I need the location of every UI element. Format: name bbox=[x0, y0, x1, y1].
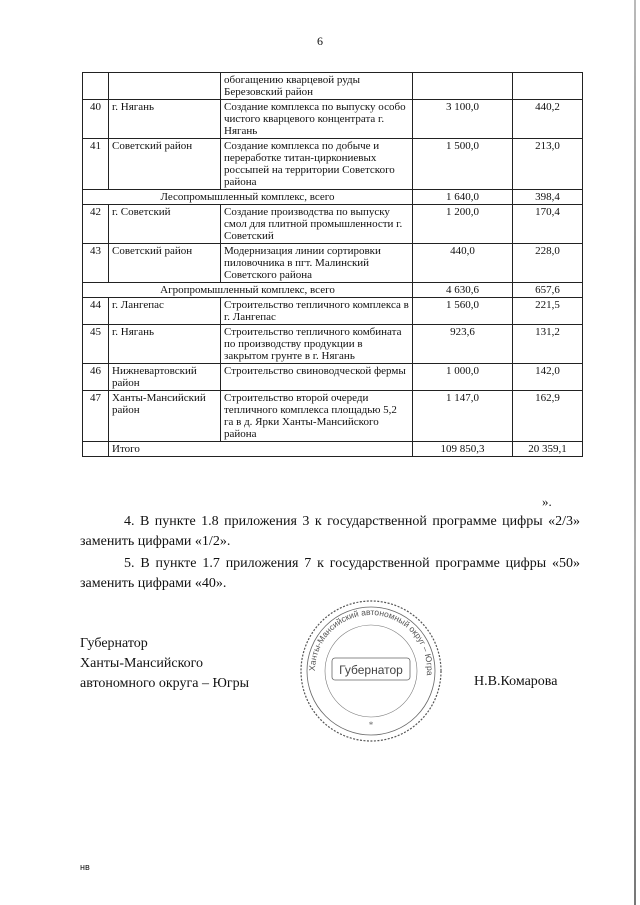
row-number: 41 bbox=[83, 139, 109, 190]
project-cell: Модернизация линии сортировки пиловочника в пгт. Малинский Советского района bbox=[221, 244, 413, 283]
stamp-ring-text: Ханты-Мансийский автономный округ – Югра bbox=[306, 606, 436, 676]
row-number: 40 bbox=[83, 100, 109, 139]
row-number: 46 bbox=[83, 364, 109, 391]
district-cell: г. Лангепас bbox=[109, 298, 221, 325]
table-row bbox=[83, 298, 583, 325]
signatory-name: Н.В.Комарова bbox=[474, 674, 558, 689]
table-row bbox=[83, 364, 583, 391]
table-body bbox=[83, 73, 583, 457]
investment-cell: 162,9 bbox=[513, 391, 583, 442]
subtotal-row bbox=[83, 190, 583, 205]
investment-cell bbox=[513, 73, 583, 100]
project-cell: обогащению кварцевой руды Березовский район bbox=[221, 73, 413, 100]
cost-cell bbox=[413, 73, 513, 100]
investment-cell: 142,0 bbox=[513, 364, 583, 391]
cost-cell: 1 560,0 bbox=[413, 298, 513, 325]
table-row bbox=[83, 100, 583, 139]
project-cell: Создание производства по выпуску смол для плитной промышленности г. Советский bbox=[221, 205, 413, 244]
cost-cell: 1 200,0 bbox=[413, 205, 513, 244]
investment-cell: 440,2 bbox=[513, 100, 583, 139]
district-cell: Советский район bbox=[109, 244, 221, 283]
cost-cell: 440,0 bbox=[413, 244, 513, 283]
project-cell: Строительство тепличного комбината по производству продукции в закрытом грунте в г. Нягань bbox=[221, 325, 413, 364]
signatory-title bbox=[80, 634, 249, 694]
table-row bbox=[83, 244, 583, 283]
total-label: Итого bbox=[109, 442, 413, 457]
cost-cell: 1 500,0 bbox=[413, 139, 513, 190]
district-cell: г. Нягань bbox=[109, 325, 221, 364]
subtotal-label: Агропромышленный комплекс, всего bbox=[83, 283, 413, 298]
page-number: 6 bbox=[317, 34, 323, 48]
signatory-title-line-2: Ханты-Мансийского bbox=[80, 656, 204, 671]
row-number bbox=[83, 73, 109, 100]
row-number: 45 bbox=[83, 325, 109, 364]
table-row bbox=[83, 391, 583, 442]
row-number: 44 bbox=[83, 298, 109, 325]
table-row bbox=[83, 73, 583, 100]
signatory-title-line-1: Губернатор bbox=[80, 636, 148, 651]
table-row bbox=[83, 325, 583, 364]
table-row bbox=[83, 205, 583, 244]
signatory-title-line-3: автономного округа – Югры bbox=[80, 676, 249, 691]
scan-edge-line bbox=[634, 0, 636, 905]
investment-cell: 228,0 bbox=[513, 244, 583, 283]
paragraph-item-5: 5. В пункте 1.7 приложения 7 к государственной программе цифры «50» заменить цифрами «40». bbox=[80, 556, 580, 591]
investment-projects-table bbox=[82, 72, 583, 457]
project-cell: Строительство второй очереди тепличного комплекса площадью 5,2 га в д. Ярки Ханты-Мансийского района bbox=[221, 391, 413, 442]
district-cell: г. Советский bbox=[109, 205, 221, 244]
row-number: 47 bbox=[83, 391, 109, 442]
subtotal-label: Лесопромышленный комплекс, всего bbox=[83, 190, 413, 205]
paragraph-item-4: 4. В пункте 1.8 приложения 3 к государственной программе цифры «2/3» заменить цифрами «1/2». bbox=[80, 514, 580, 549]
district-cell: Советский район bbox=[109, 139, 221, 190]
table-row bbox=[83, 139, 583, 190]
investment-cell: 20 359,1 bbox=[513, 442, 583, 457]
project-cell: Создание комплекса по выпуску особо чистого кварцевого концентрата г. Нягань bbox=[221, 100, 413, 139]
investment-cell: 657,6 bbox=[513, 283, 583, 298]
district-cell: Нижневартовский район bbox=[109, 364, 221, 391]
cost-cell: 3 100,0 bbox=[413, 100, 513, 139]
investment-cell: 170,4 bbox=[513, 205, 583, 244]
blank-cell bbox=[83, 442, 109, 457]
official-seal-stamp bbox=[296, 596, 446, 746]
cost-cell: 1 000,0 bbox=[413, 364, 513, 391]
subtotal-row bbox=[83, 283, 583, 298]
closing-quote: ». bbox=[542, 494, 552, 509]
stamp-star-icon: * bbox=[368, 720, 374, 730]
footer-initials: нв bbox=[80, 862, 90, 872]
total-row bbox=[83, 442, 583, 457]
investment-cell: 398,4 bbox=[513, 190, 583, 205]
cost-cell: 109 850,3 bbox=[413, 442, 513, 457]
cost-cell: 1 640,0 bbox=[413, 190, 513, 205]
investment-cell: 221,5 bbox=[513, 298, 583, 325]
project-cell: Строительство свиноводческой фермы bbox=[221, 364, 413, 391]
stamp-center-text: Губернатор bbox=[339, 663, 403, 677]
cost-cell: 923,6 bbox=[413, 325, 513, 364]
row-number: 42 bbox=[83, 205, 109, 244]
investment-cell: 131,2 bbox=[513, 325, 583, 364]
investment-cell: 213,0 bbox=[513, 139, 583, 190]
project-cell: Строительство тепличного комплекса в г. Лангепас bbox=[221, 298, 413, 325]
district-cell bbox=[109, 73, 221, 100]
district-cell: Ханты-Мансийский район bbox=[109, 391, 221, 442]
cost-cell: 1 147,0 bbox=[413, 391, 513, 442]
row-number: 43 bbox=[83, 244, 109, 283]
district-cell: г. Нягань bbox=[109, 100, 221, 139]
cost-cell: 4 630,6 bbox=[413, 283, 513, 298]
project-cell: Создание комплекса по добыче и переработке титан-циркониевых россыпей на территории Советского района bbox=[221, 139, 413, 190]
